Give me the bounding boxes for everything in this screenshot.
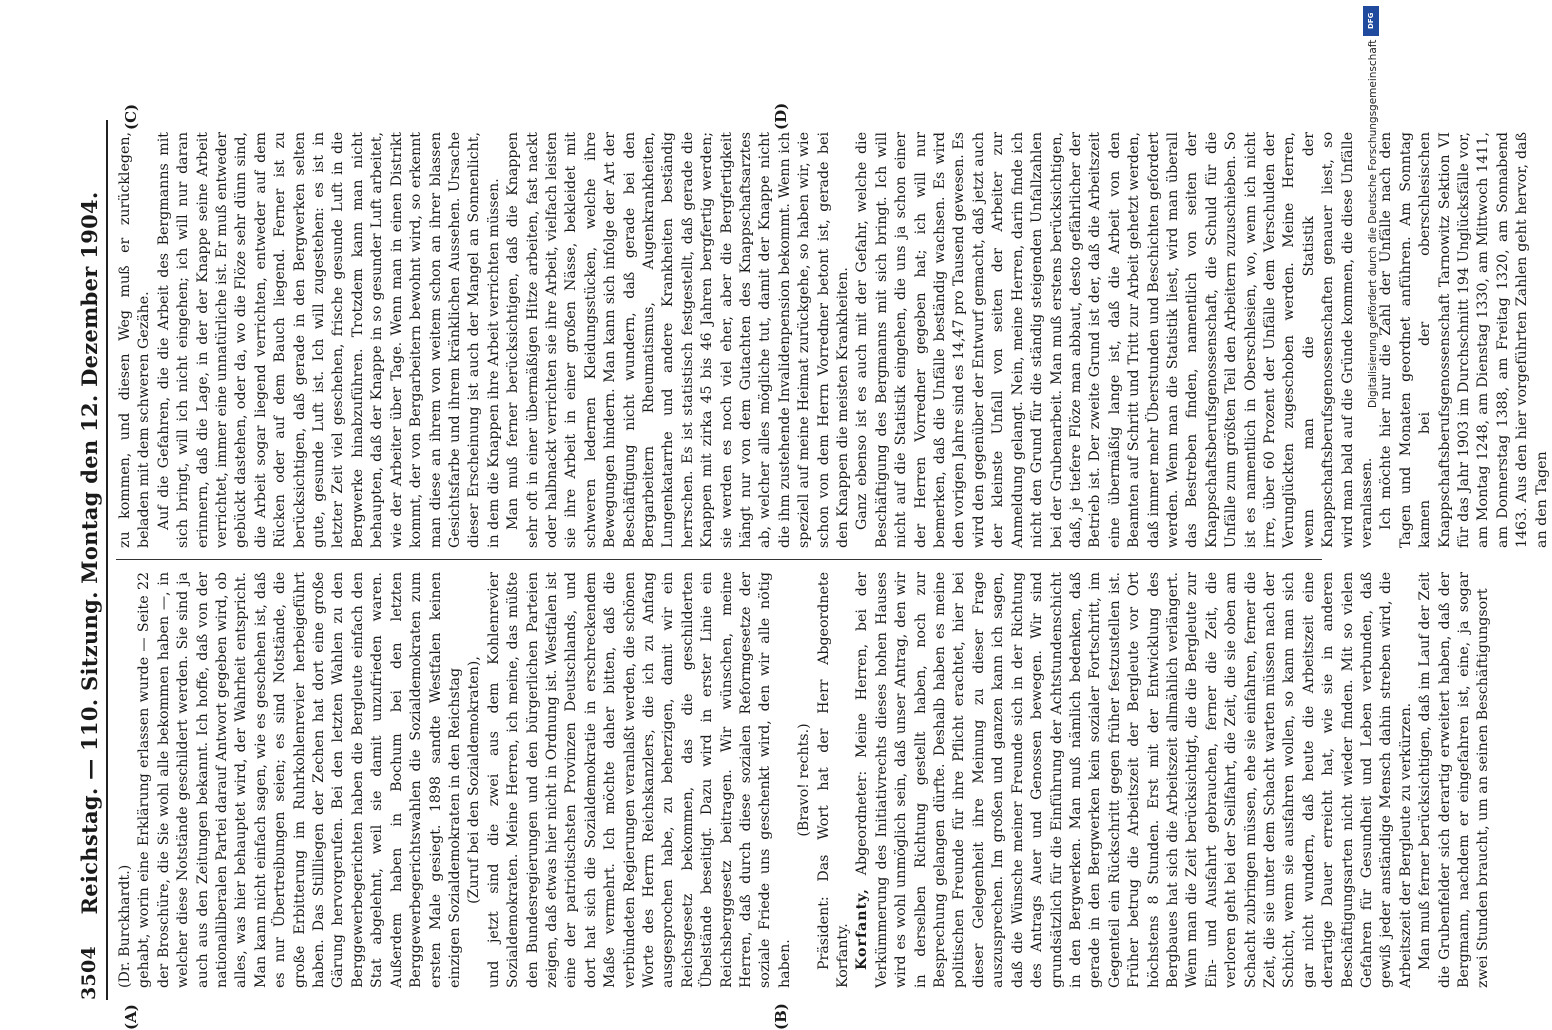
paragraph: gehabt, worin eine Erklärung erlassen wurde — Seite 22 der Broschüre, die Sie wohl alle bekommen haben —, in welcher diese Notstände geschildert werden. Sie sind ja auch aus den Zeitungen bekannt. Ich hoffe, daß von der nationalliberalen Partei darauf Antwort gegeben wird, ob alles, was hier behauptet wird, der Wahrheit entspricht. Man kann nicht einfach sagen, wie es geschehen ist, daß es nur Übertreibungen seien; es sind Notstände, die große Erbitterung im Ruhrkohlenrevier herbeigeführt haben. Das Stillliegen der Zechen hat dort eine große Gärung hervorgerufen. Bei den letzten Wahlen zu den Berggewerbegerichten haben die Bergleute einfach den Stat abgelehnt, weil sie damit unzufrieden waren. Außerdem haben in Bochum bei den letzten Berggewerbegerichtswahlen die Sozialdemokraten zum ersten Male gesiegt. 1898 sandte Westfalen keinen einzigen Sozialdemokraten in den Reichstag bbox=[136, 572, 463, 988]
speaker-name: Korfanty, bbox=[854, 888, 871, 970]
left-column bbox=[116, 572, 1494, 988]
interjection: (Zuruf bei den Sozialdemokraten), bbox=[466, 656, 483, 904]
paragraph: zu kommen, und diesen Weg muß er zurücklegen, beladen mit dem schweren Gezähe. bbox=[117, 132, 153, 548]
paragraph: Man muß ferner berücksichtigen, daß im Lauf der Zeit die Grubenfelder sich derartig erweitert haben, daß der Bergmann, nachdem er eingefahren ist, eine, ja sogar zwei Stunden braucht, um an seinen Beschäftigungsort bbox=[1417, 572, 1492, 988]
page-title: Reichstag. — 110. Sitzung. Montag den 12. Dezember 1904. bbox=[76, 191, 102, 915]
digitization-credit: Digitalisierung gefördert durch die Deutsche Forschungsgemeinschaft bbox=[1367, 40, 1379, 409]
dfg-logo: DFG bbox=[1363, 6, 1379, 36]
paragraph: Meine Herren, bei der Verkümmerung des Initiativrechts dieses hohen Hauses wird es wohl unmöglich sein, daß unser Antrag, den wir in derselben Richtung gestellt haben, noch zur Besprechung gelangen dürfte. Deshalb haben es meine politischen Freunde für ihre Pflicht erachtet, hier bei dieser Gelegenheit ihre Meinung zu dieser Frage auszusprechen. Im großen und ganzen kann ich sagen, daß die Wünsche meiner Freunde sich in der Richtung des Antrags Auer und Genossen bewegen. Wir sind grundsätzlich für die Einführung der Achtstundenschicht in den Bergwerken. Man muß nämlich bedenken, daß gerade in den Bergwerken kein sozialer Fortschritt, im Gegenteil ein Rückschritt gegen früher festzustellen ist. Früher betrug die Arbeitszeit der Bergleute vor Ort höchstens 8 Stunden. Erst mit der Entwicklung des Bergbaues hat sich die Arbeitszeit allmählich verlängert. Wenn man die Zeit berücksichtigt, die die Bergleute zur Ein- und Ausfahrt gebrauchen, ferner die Zeit, die verloren geht bei der Seilfahrt, die Zeit, die sie oben am Schacht zubringen müssen, ehe sie einfahren, ferner die Zeit, die sie unter dem Schacht warten müssen nach der Schicht, wenn sie ausfahren wollen, so kann man sich gar nicht wundern, daß heute die Arbeitszeit eine derartige Dauer erreicht hat, wie sie in anderen Beschäftigungsarten nicht wieder finden. Mit so vielen Gefahren für Gesundheit und Leben verbunden, daß gewiß jeder anständige Mensch dahin streben wird, die Arbeitszeit der Bergleute zu verkürzen. bbox=[854, 572, 1414, 988]
paragraph: Man muß ferner berücksichtigen, daß die Knappen sehr oft in einer übermäßigen Hitze arbeiten, fast nackt oder halbnackt verrichten sie ihre Arbeit, vielfach leisten sie ihre Arbeit in einer großen Nässe, bekleidet mit schweren ledernen Kleidungsstücken, welche ihre Bewegungen hindern. Man kann sich infolge der Art der Beschäftigung nicht wundern, daß gerade bei den Bergarbeitern Rheumatismus, Augenkrankheiten, Lungenkatarrhe und andere Krankheiten beständig herrschen. Es ist statistisch festgestellt, daß gerade die Knappen mit zirka 45 bis 46 Jahren bergfertig werden; sie werden es noch viel eher, aber die Bergfertigkeit hängt nur von dem Gutachten des Knappschaftsarztes ab, welcher alles mögliche tut, damit der Knappe nicht die ihm zustehende Invalidenpension bekommt. Wenn ich speziell auf meine Heimat zurückgehe, so haben wir, wie schon von dem Herrn Vorredner betont ist, gerade bei den Knappen die meisten Krankheiten. bbox=[505, 132, 852, 548]
applause-note: (Bravo! rechts.) bbox=[796, 723, 813, 837]
paragraph: und jetzt sind die zwei aus dem Kohlenrevier Sozialdemokraten. Meine Herren, ich meine, das müßte den Bundesregierungen und den bürgerlichen Parteien zeigen, daß etwas hier nicht in Ordnung ist. Westfalen ist eine der patriotischsten Provinzen Deutschlands, und dort hat sich die Sozialdemokratie in erschreckendem Maße vermehrt. Ich möchte daher bitten, daß die verbündeten Regierungen veranlaßt werden, die schönen Worte des Herrn Reichskanzlers, die ich zu Anfang ausgesprochen habe, zu beherzigen, damit wir ein Reichsgesetz bekommen, das die geschilderten Übelstände beseitigt. Dazu wird in erster Linie ein Reichsberggesetz beitragen. Wir wünschen, meine Herren, daß durch diese sozialen Reformgesetze der soziale Friede uns geschenkt wird, den wir alle nötig haben. bbox=[485, 572, 793, 988]
speaker-paragraph bbox=[853, 572, 1416, 988]
margin-marker-d: (D) bbox=[772, 102, 790, 130]
margin-marker-c: (C) bbox=[122, 103, 140, 130]
speaker-role: Abgeordneter: bbox=[854, 770, 871, 889]
president-line: Präsident: Das Wort hat der Herr Abgeordnete Korfanty. bbox=[815, 572, 852, 988]
page-number: 3504 bbox=[78, 945, 100, 1000]
paragraph: Ich möchte hier nur die Zahl der Unfälle nach den Tagen und Monaten geordnet anführen. Am Sonntag kamen bei der oberschlesischen Knappschaftsberufsgenossenschaft Tarnowitz Sektion VI für das Jahr 1903 im Durchschnitt 194 Unglücksfälle vor, am Montag 1248, am Dienstag 1330, am Mittwoch 1411, am Donnerstag 1388, am Freitag 1320, am Sonnabend 1463. Aus den hier vorgeführten Zahlen geht hervor, daß an den Tagen bbox=[1378, 132, 1550, 548]
speaker-prefix: (Dr. Burckhardt.) bbox=[117, 864, 133, 988]
paragraph: Auf die Gefahren, die die Arbeit des Bergmanns mit sich bringt, will ich nicht eingehen; ich will nur daran erinnern, daß die Lage, in der der Knappe seine Arbeit verrichtet, immer eine unnatürliche ist. Er muß entweder gebückt dastehen, oder da, wo die Flöze sehr dünn sind, die Arbeit sogar liegend verrichten, entweder auf dem Rücken oder auf dem Bauch liegend. Ferner ist zu berücksichtigen, daß gerade in den Bergwerken selten gute, gesunde Luft ist. Ich will zugestehen: es ist in letzter Zeit viel geschehen, frische gesunde Luft in die Bergwerke hinabzuführen. Trotzdem kann man nicht behaupten, daß der Knappe in so gesunder Luft arbeitet, wie der Arbeiter über Tage. Wenn man in einen Distrikt kommt, der von Bergarbeitern bewohnt wird, so erkennt man diese an ihrem von weitem schon an ihrer blassen Gesichtsfarbe und ihrem kränklichen Aussehen. Ursache dieser Erscheinung ist auch der Mangel an Sonnenlicht, in dem die Knappen ihre Arbeit verrichten müssen. bbox=[155, 132, 502, 548]
margin-marker-a: (A) bbox=[122, 1004, 140, 1030]
paragraph: Ganz ebenso ist es auch mit der Gefahr, welche die Beschäftigung des Bergmanns mit sich bringt. Ich will nicht auf die Statistik eingehen, die uns ja schon einer der Herren Vorredner gegeben hat; ich will nur bemerken, daß die Unfälle beständig wachsen. Es wird den vorigen Jahre sind es 14,47 pro Tausend gewesen. Es wird den gegenüber der Entwurf gemacht, daß jetzt auch der kleinste Unfall von seiten der Arbeiter zur Anmeldung gelangt. Nein, meine Herren, darin finde ich nicht den Grund für die ständig steigenden Unfallzahlen bei der Grubenarbeit. Man muß erstens berücksichtigen, daß, je tiefere Flöze man abbaut, desto gefährlicher der Betrieb ist. Der zweite Grund ist der, daß die Arbeitszeit eine übermäßig lange ist, daß die Arbeit von den Beamten auf Schritt und Tritt zur Arbeit gehetzt werden, daß immer mehr Überstunden und Beschichten gefordert werden. Wenn man die Statistik liest, wird man überall das Bestreben finden, namentlich von seiten der Knappschaftsberufsgenossenschaft, die Schuld für die Unfälle zum größten Teil den Arbeitern zuzuschieben. So ist es namentlich in Oberschlesien, wo, wenn ich nicht irre, über 60 Prozent der Unfälle dem Verschulden der Verunglückten zugeschoben werden. Meine Herren, wenn man die Statistik der Knappschaftsberufsgenossenschaften genauer liest, so wird man bald auf die Gründe kommen, die diese Unfälle veranlassen. bbox=[854, 132, 1375, 548]
column-divider bbox=[116, 559, 1322, 560]
page-header bbox=[72, 120, 108, 1000]
right-column bbox=[116, 132, 1552, 548]
margin-marker-b: (B) bbox=[772, 1003, 790, 1030]
